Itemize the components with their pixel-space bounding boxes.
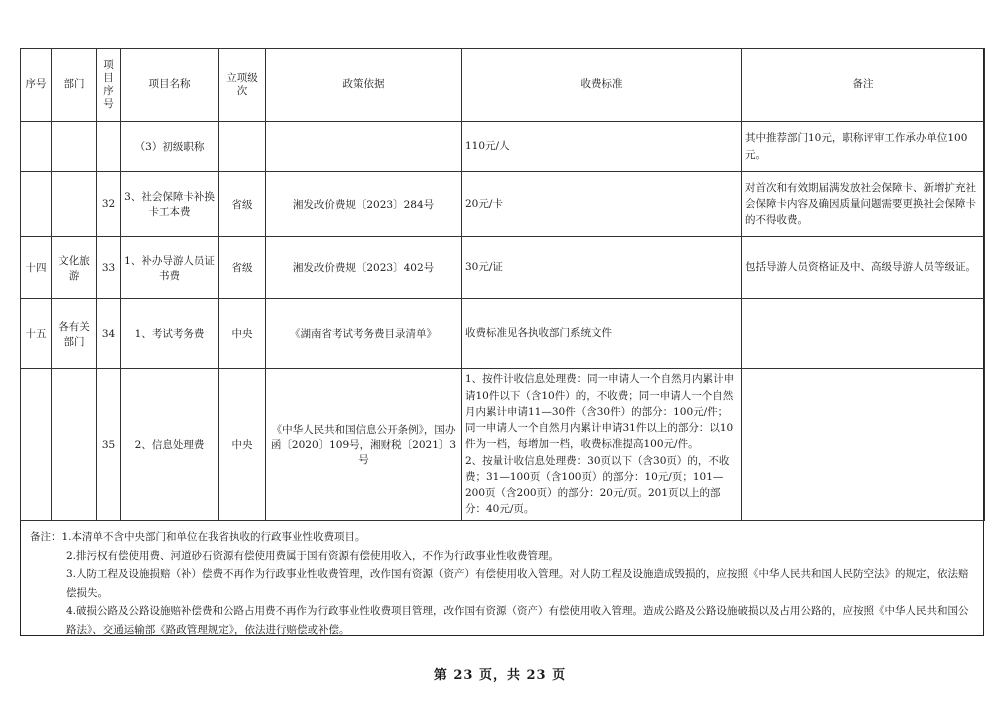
note-4: 4.破损公路及公路设施赔补偿费和公路占用费不再作为行政事业性收费项目管理，改作国有资源（资产）有偿使用收入管理。造成公路及公路设施破损以及占用公路的，应按照《中华人民共和国公路法》、交通运输部《路政管理规定》，依法进行赔偿或补偿。 [66, 605, 969, 636]
header-seq: 序号 [21, 49, 52, 122]
cell-dept: 文化旅游 [52, 237, 97, 299]
fee-line-2: 2、按量计收信息处理费：30页以下（含30页）的，不收费；31—100页（含100页）的部分：10元/页；101—200页（含200页）的部分：20元/页。201页以上的部分：40元/页。 [465, 454, 730, 516]
cell-item-name: （3）初级职称 [121, 122, 219, 172]
table-row [21, 172, 985, 237]
header-level: 立项级次 [219, 49, 266, 122]
cell-remarks [742, 299, 985, 369]
fee-table [20, 48, 985, 521]
header-item-name: 项目名称 [121, 49, 219, 122]
header-fee-standard: 收费标准 [462, 49, 742, 122]
cell-item-no: 35 [97, 369, 121, 521]
cell-fee [462, 369, 742, 521]
cell-seq [21, 172, 52, 237]
header-basis: 政策依据 [266, 49, 462, 122]
cell-item-no [97, 122, 121, 172]
cell-dept [52, 122, 97, 172]
cell-seq: 十五 [21, 299, 52, 369]
cell-item-no: 34 [97, 299, 121, 369]
cell-remarks: 包括导游人员资格证及中、高级导游人员等级证。 [742, 237, 985, 299]
cell-item-name: 1、考试考务费 [121, 299, 219, 369]
cell-item-name: 1、补办导游人员证书费 [121, 237, 219, 299]
note-2: 2.排污权有偿使用费、河道砂石资源有偿使用费属于国有资源有偿使用收入，不作为行政事业性收费管理。 [66, 549, 560, 562]
cell-fee: 110元/人 [462, 122, 742, 172]
cell-remarks: 其中推荐部门10元，职称评审工作承办单位100元。 [742, 122, 985, 172]
cell-item-name: 3、社会保障卡补换卡工本费 [121, 172, 219, 237]
cell-dept [52, 172, 97, 237]
table-header-row [21, 49, 985, 122]
table-row [21, 122, 985, 172]
table-row [21, 369, 985, 521]
cell-seq: 十四 [21, 237, 52, 299]
cell-seq [21, 122, 52, 172]
table-row [21, 299, 985, 369]
cell-level [219, 122, 266, 172]
cell-level: 省级 [219, 172, 266, 237]
cell-fee: 收费标准见各执收部门系统文件 [462, 299, 742, 369]
cell-fee: 30元/证 [462, 237, 742, 299]
cell-basis: 《中华人民共和国信息公开条例》，国办函〔2020〕109号，湘财税〔2021〕3号 [266, 369, 462, 521]
cell-item-no: 33 [97, 237, 121, 299]
cell-basis: 湘发改价费规〔2023〕402号 [266, 237, 462, 299]
cell-item-no: 32 [97, 172, 121, 237]
cell-basis: 湘发改价费规〔2023〕284号 [266, 172, 462, 237]
fee-line-1: 1、按件计收信息处理费：同一申请人一个自然月内累计申请10件以下（含10件）的，不收费；同一申请人一个自然月内累计申请11—30件（含30件）的部分：100元/件；同一申请人一个自然月内累计申请31件以上的部分：以10件为一档，每增加一档，收费标准提高100元/件。 [465, 373, 735, 451]
note-1: 备注：1.本清单不含中央部门和单位在我省执收的行政事业性收费项目。 [30, 531, 366, 543]
cell-level: 中央 [219, 299, 266, 369]
cell-level: 中央 [219, 369, 266, 521]
header-remarks: 备注 [742, 49, 985, 122]
header-dept: 部门 [52, 49, 97, 122]
page-number: 第 23 页，共 23 页 [433, 668, 567, 683]
cell-dept: 各有关部门 [52, 299, 97, 369]
table-row [21, 237, 985, 299]
header-item-no: 项目序号 [97, 49, 121, 122]
note-3: 3.人防工程及设施损赔（补）偿费不再作为行政事业性收费管理，改作国有资源（资产）有偿使用收入管理。对人防工程及设施造成毁损的，应按照《中华人民共和国人民防空法》的规定，依法赔偿损失。 [66, 568, 969, 599]
notes-section [20, 520, 984, 636]
cell-item-name: 2、信息处理费 [121, 369, 219, 521]
cell-basis: 《湖南省考试考务费目录清单》 [266, 299, 462, 369]
cell-remarks [742, 369, 985, 521]
cell-seq [21, 369, 52, 521]
cell-fee: 20元/卡 [462, 172, 742, 237]
cell-level: 省级 [219, 237, 266, 299]
cell-basis [266, 122, 462, 172]
cell-remarks: 对首次和有效期届满发放社会保障卡、新增扩充社会保障卡内容及确因质量问题需要更换社会保障卡的不得收费。 [742, 172, 985, 237]
cell-dept [52, 369, 97, 521]
